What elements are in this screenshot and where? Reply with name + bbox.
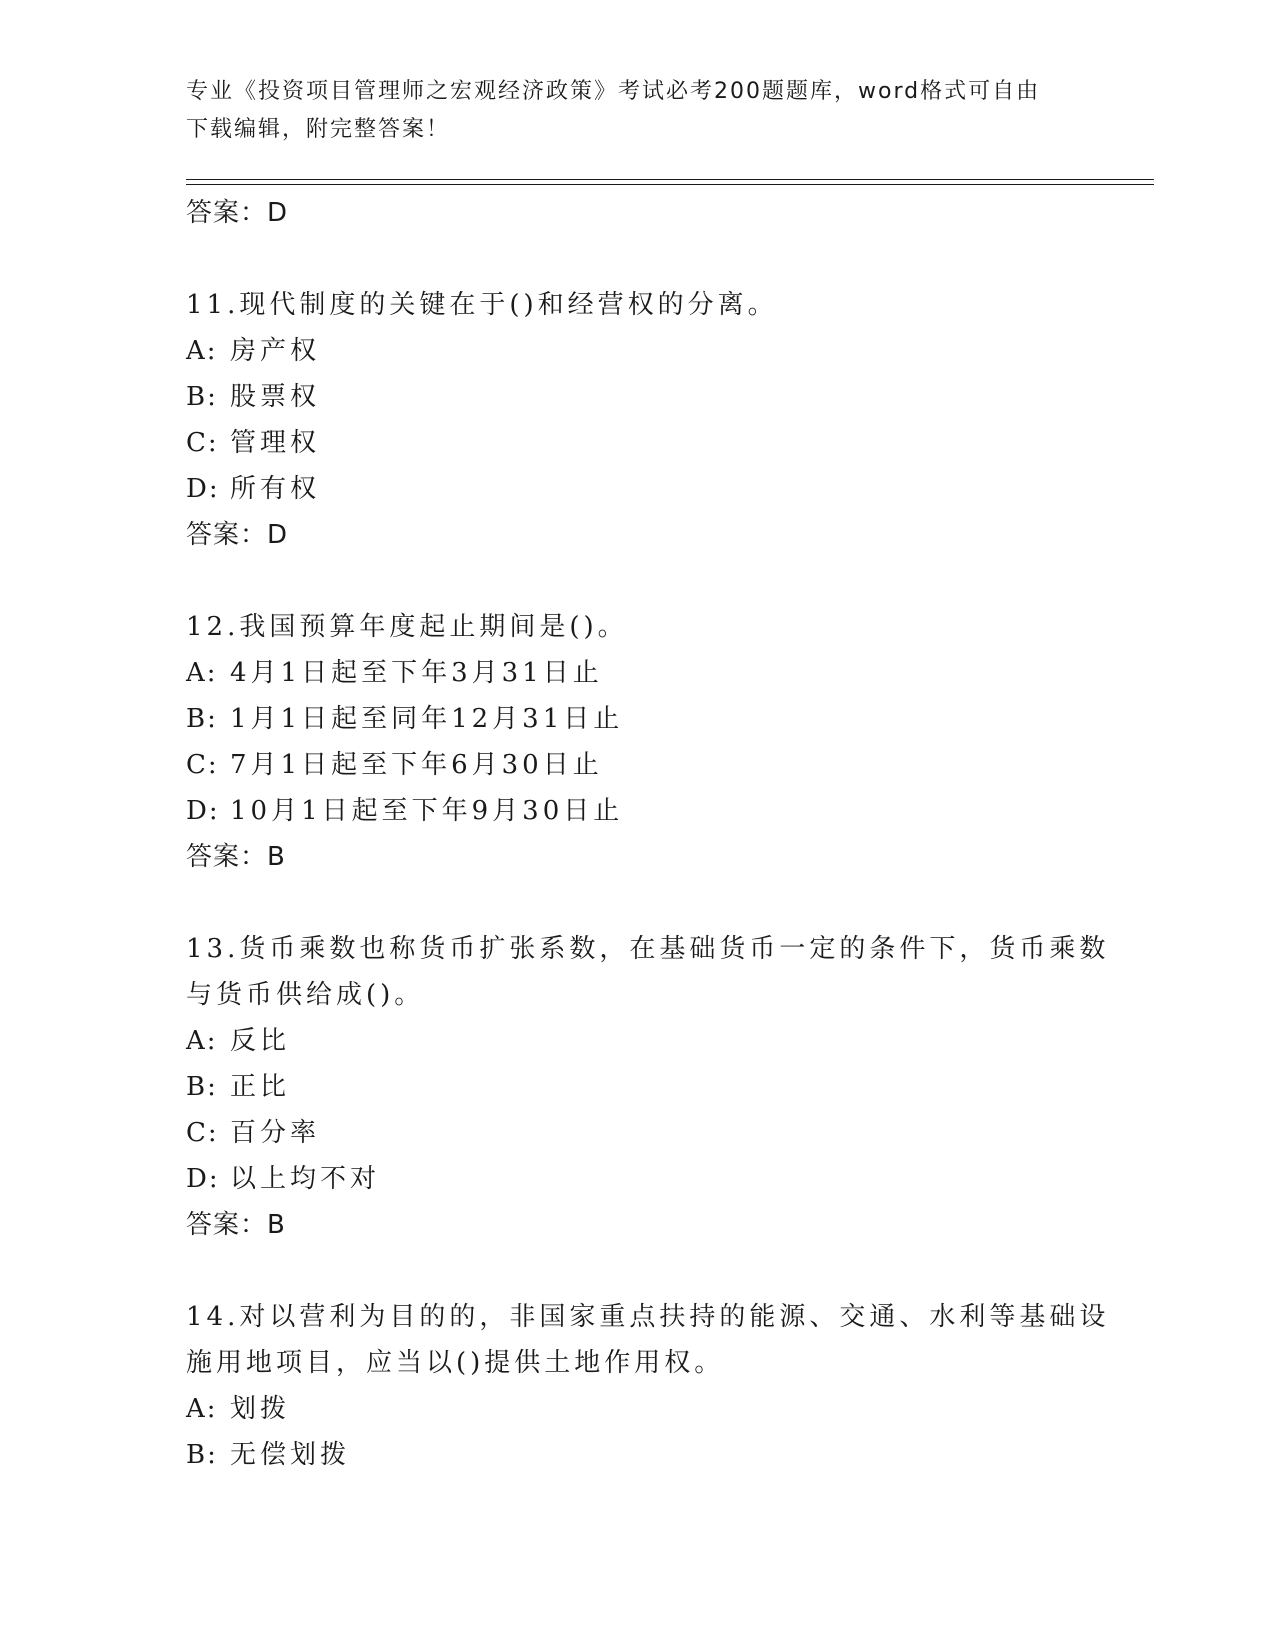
option-text: 股票权 (230, 382, 321, 412)
question-block (186, 604, 1086, 880)
question-text: 与货币供给成()。 (186, 980, 425, 1010)
question-spacer (186, 1248, 1086, 1294)
option-item (186, 1064, 1086, 1110)
question-list (186, 190, 1110, 1478)
question-text: 11.现代制度的关键在于()和经营权的分离。 (186, 290, 778, 320)
header-line-2: 下载编辑，附完整答案！ (186, 117, 451, 142)
option-key: C: (186, 428, 219, 458)
option-item (186, 1156, 1086, 1202)
option-item (186, 1386, 1086, 1432)
option-item (186, 466, 1086, 512)
option-key: B: (186, 1072, 218, 1102)
option-text: 所有权 (230, 474, 321, 504)
header-divider-bottom (186, 184, 1154, 185)
option-key: B: (186, 704, 218, 734)
document-header (186, 73, 1086, 149)
answer-line (186, 512, 1086, 558)
question-text: 14.对以营利为目的的，非国家重点扶持的能源、交通、水利等基础设 (186, 1302, 1110, 1332)
option-key: A: (186, 658, 218, 688)
question-block (186, 1294, 1110, 1478)
option-text: 正比 (230, 1072, 291, 1102)
option-item (186, 650, 1086, 696)
option-text: 百分率 (230, 1118, 321, 1148)
question-spacer (186, 558, 1086, 604)
option-text: 7月1日起至下年6月30日止 (230, 750, 603, 780)
option-item (186, 1432, 1086, 1478)
option-item (186, 788, 1086, 834)
header-line-1: 专业《投资项目管理师之宏观经济政策》考试必考200题题库，word格式可自由 (186, 79, 1041, 104)
option-key: A: (186, 1026, 218, 1056)
option-text: 1月1日起至同年12月31日止 (230, 704, 624, 734)
answer-prefix: 答案： (186, 198, 268, 228)
option-key: A: (186, 1394, 218, 1424)
option-item (186, 328, 1086, 374)
question-spacer (186, 880, 1086, 926)
option-key: B: (186, 1440, 218, 1470)
answer-prefix: 答案： (186, 520, 268, 550)
option-item (186, 1110, 1086, 1156)
option-key: D: (186, 1164, 220, 1194)
question-text: 13.货币乘数也称货币扩张系数，在基础货币一定的条件下，货币乘数 (186, 934, 1110, 964)
answer-value: B (267, 842, 286, 872)
answer-value: D (267, 198, 289, 228)
question-block (186, 282, 1086, 558)
question-text: 12.我国预算年度起止期间是()。 (186, 612, 628, 642)
question-block (186, 926, 1110, 1248)
option-text: 无偿划拨 (230, 1440, 351, 1470)
option-item (186, 696, 1086, 742)
option-key: C: (186, 750, 219, 780)
answer-value: D (267, 520, 289, 550)
option-key: D: (186, 796, 220, 826)
question-text: 施用地项目，应当以()提供土地作用权。 (186, 1348, 725, 1378)
option-item (186, 420, 1086, 466)
option-text: 以上均不对 (230, 1164, 381, 1194)
option-key: D: (186, 474, 220, 504)
option-item (186, 374, 1086, 420)
option-item (186, 742, 1086, 788)
answer-line (186, 834, 1086, 880)
answer-line (186, 1202, 1086, 1248)
answer-line (186, 190, 1086, 236)
option-item (186, 1018, 1086, 1064)
answer-prefix: 答案： (186, 842, 268, 872)
option-text: 10月1日起至下年9月30日止 (230, 796, 624, 826)
option-text: 管理权 (230, 428, 321, 458)
option-key: A: (186, 336, 218, 366)
question-spacer (186, 236, 1086, 282)
answer-value: B (267, 1210, 286, 1240)
option-text: 房产权 (230, 336, 321, 366)
header-divider-top (186, 179, 1154, 180)
option-key: C: (186, 1118, 219, 1148)
option-text: 4月1日起至下年3月31日止 (230, 658, 603, 688)
option-text: 反比 (230, 1026, 291, 1056)
option-key: B: (186, 382, 218, 412)
option-text: 划拨 (230, 1394, 291, 1424)
answer-prefix: 答案： (186, 1210, 268, 1240)
